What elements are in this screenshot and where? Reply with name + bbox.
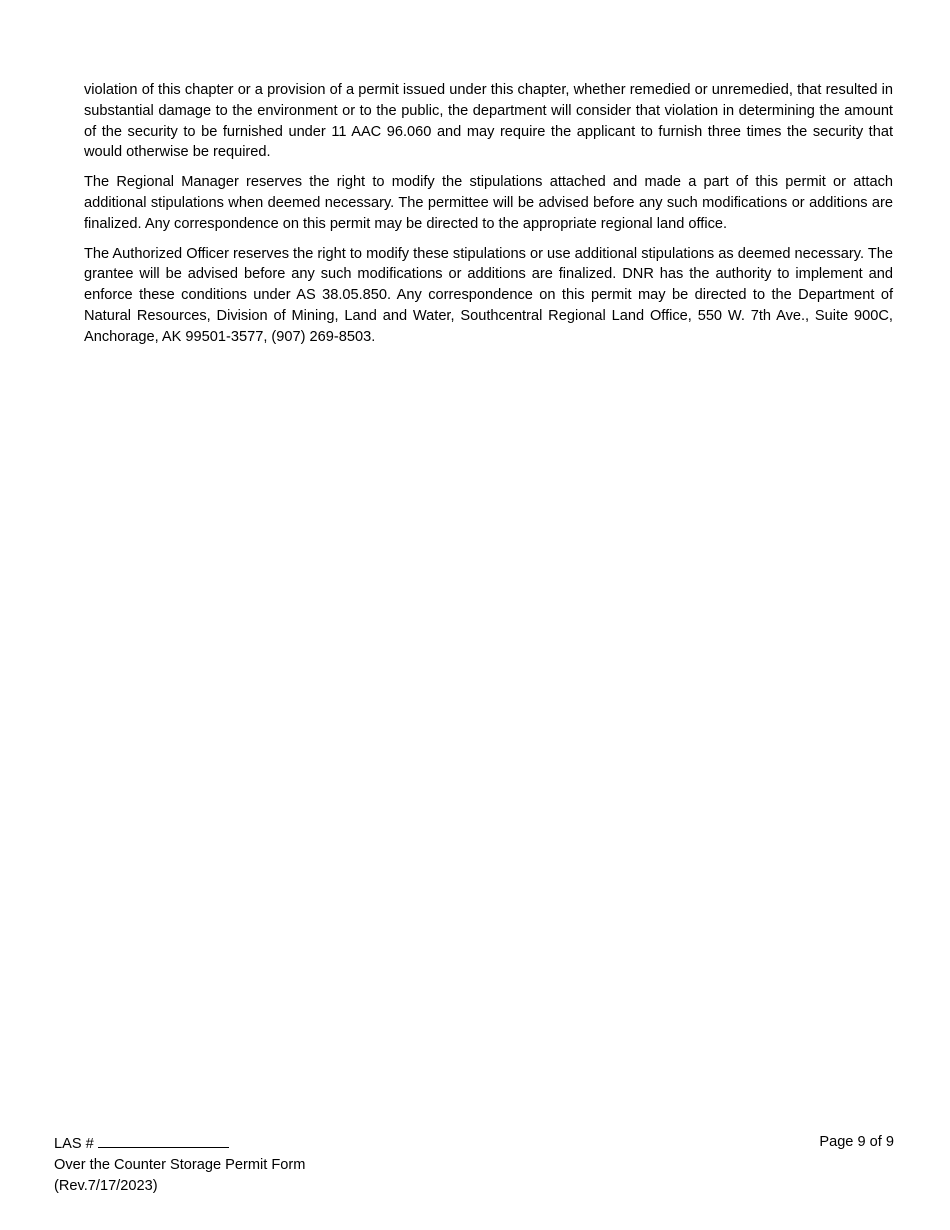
las-label: LAS # [54,1136,94,1152]
revision-date: (Rev.7/17/2023) [54,1178,158,1194]
paragraph-authorized-officer: The Authorized Officer reserves the right to modify these stipulations or use additional stipulations as deemed necessary. The grantee will be advised before any such modifications or additions are finalized. DNR has the authority to implement and enforce these conditions under AS 38.05.850. Any correspondence on this permit may be directed to the Department of Natural Resources, Division of Mining, Land and Water, Southcentral Regional Land Office, 550 W. 7th Ave., Suite 900C, Anchorage, AK 99501-3577, (907) 269-8503. [84,245,893,345]
document-body [84,80,893,357]
paragraph-security-violation: violation of this chapter or a provision of a permit issued under this chapter, whether remedied or unremedied, that resulted in substantial damage to the environment or to the public, the department will consider that violation in determining the amount of the security to be furnished under 11 AAC 96.060 and may require the applicant to furnish three times the security that would otherwise be required. [84,82,893,161]
footer-left [54,1132,305,1197]
page-number: Page 9 of 9 [819,1134,894,1150]
las-number-blank [98,1132,229,1148]
form-name: Over the Counter Storage Permit Form [54,1157,306,1173]
las-number-line [54,1132,305,1155]
paragraph-regional-manager: The Regional Manager reserves the right to modify the stipulations attached and made a part of this permit or attach additional stipulations when deemed necessary. The permittee will be advised before any such modifications or additions are finalized. Any correspondence on this permit may be directed to the appropriate regional land office. [84,174,893,232]
